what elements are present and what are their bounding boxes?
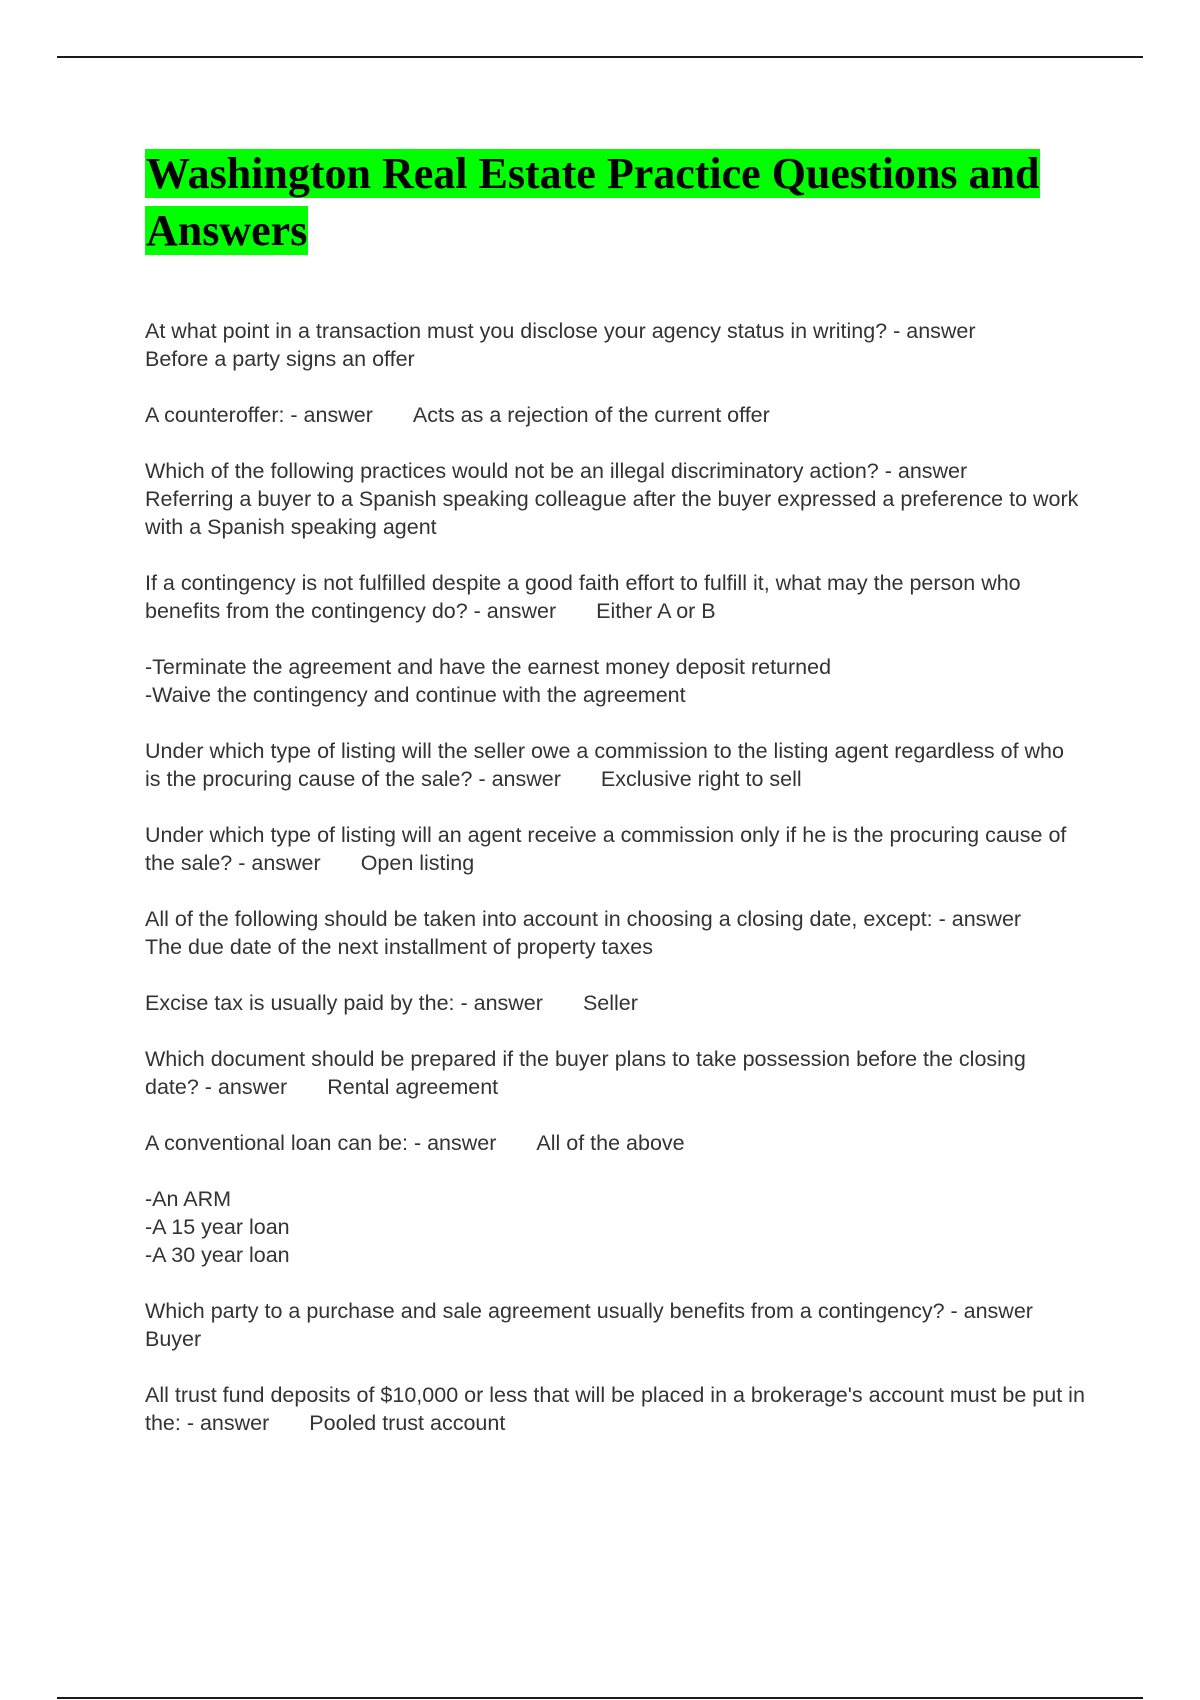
answer-text: All of the above bbox=[536, 1131, 685, 1155]
question-text: Under which type of listing will an agent receive a commission only if he is the procuring cause of the sale? - answer bbox=[145, 823, 1067, 875]
question-text: At what point in a transaction must you disclose your agency status in writing? - answer bbox=[145, 319, 976, 343]
option-line: -An ARM bbox=[145, 1187, 232, 1211]
option-line: -A 30 year loan bbox=[145, 1243, 290, 1267]
qa-item bbox=[145, 989, 1085, 1017]
question-text: Which document should be prepared if the buyer plans to take possession before the closing date? - answer bbox=[145, 1047, 1026, 1099]
option-line: -Terminate the agreement and have the earnest money deposit returned bbox=[145, 655, 832, 679]
answer-text: Referring a buyer to a Spanish speaking colleague after the buyer expressed a preference to work with a Spanish speaking agent bbox=[145, 487, 1079, 539]
option-list bbox=[145, 653, 1085, 709]
qa-item bbox=[145, 1297, 1085, 1353]
qa-item bbox=[145, 457, 1085, 541]
document-body bbox=[145, 145, 1085, 1465]
qa-list bbox=[145, 317, 1085, 1437]
option-line: -A 15 year loan bbox=[145, 1215, 290, 1239]
answer-text: Open listing bbox=[360, 851, 475, 875]
qa-item bbox=[145, 569, 1085, 625]
qa-item bbox=[145, 401, 1085, 429]
answer-text: The due date of the next installment of property taxes bbox=[145, 935, 653, 959]
qa-item bbox=[145, 1129, 1085, 1157]
header-rule bbox=[57, 56, 1143, 58]
answer-text: Seller bbox=[582, 991, 638, 1015]
question-text: Which of the following practices would not be an illegal discriminatory action? - answer bbox=[145, 459, 968, 483]
footer-rule bbox=[57, 1697, 1143, 1699]
qa-item bbox=[145, 1381, 1085, 1437]
option-list bbox=[145, 1185, 1085, 1269]
answer-text: Pooled trust account bbox=[309, 1411, 506, 1435]
page-title bbox=[145, 145, 1085, 259]
question-text: Excise tax is usually paid by the: - answer bbox=[145, 991, 543, 1015]
qa-item bbox=[145, 905, 1085, 961]
question-text: If a contingency is not fulfilled despite a good faith effort to fulfill it, what may the person who benefits from the contingency do? - answer bbox=[145, 571, 1021, 623]
answer-text: Rental agreement bbox=[327, 1075, 499, 1099]
qa-item bbox=[145, 821, 1085, 877]
answer-text: Buyer bbox=[145, 1327, 202, 1351]
question-text: Under which type of listing will the seller owe a commission to the listing agent regardless of who is the procuring cause of the sale? - answer bbox=[145, 739, 1064, 791]
answer-text: Either A or B bbox=[596, 599, 716, 623]
question-text: A counteroffer: - answer bbox=[145, 403, 373, 427]
question-text: All trust fund deposits of $10,000 or less that will be placed in a brokerage's account must be put in the: - answer bbox=[145, 1383, 1085, 1435]
answer-text: Exclusive right to sell bbox=[600, 767, 802, 791]
qa-item bbox=[145, 1045, 1085, 1101]
answer-text: Before a party signs an offer bbox=[145, 347, 415, 371]
question-text: All of the following should be taken into account in choosing a closing date, except: - answer bbox=[145, 907, 1022, 931]
highlighted-title-text: Washington Real Estate Practice Questions and Answers bbox=[146, 149, 1040, 255]
answer-text: Acts as a rejection of the current offer bbox=[412, 403, 770, 427]
question-text: A conventional loan can be: - answer bbox=[145, 1131, 497, 1155]
qa-item bbox=[145, 317, 1085, 373]
qa-item bbox=[145, 737, 1085, 793]
option-line: -Waive the contingency and continue with the agreement bbox=[145, 683, 686, 707]
question-text: Which party to a purchase and sale agreement usually benefits from a contingency? - answer bbox=[145, 1299, 1033, 1323]
